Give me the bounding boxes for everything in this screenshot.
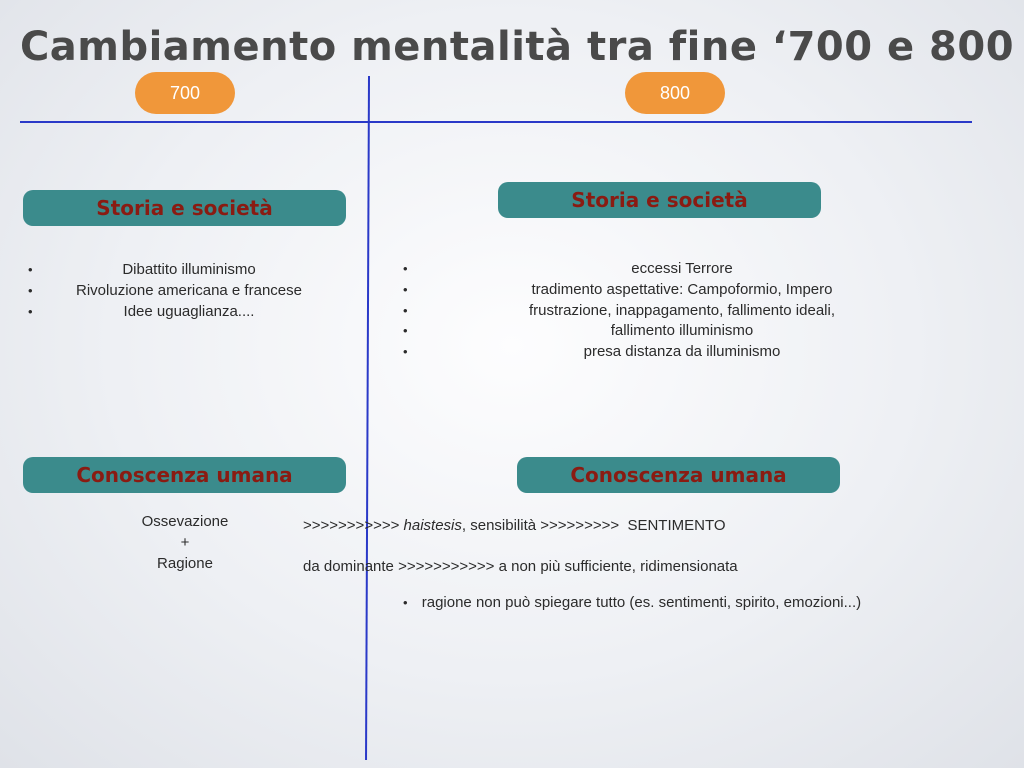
list-item: • presa distanza da illuminismo [403,342,961,363]
bullet-icon: • [403,302,408,318]
bullet-icon: • [28,262,33,277]
ragione-bullet: • ragione non può spiegare tutto (es. sentimenti, spirito, emozioni...) [403,594,862,611]
era-800-badge: 800 [625,72,725,114]
bullet-icon: • [403,323,408,339]
list-item: • Idee uguaglianza.... [28,302,350,323]
bullet-icon: • [403,261,408,276]
bullet-icon: • [403,595,408,610]
right-conoscenza-heading: Conoscenza umana [517,457,840,493]
bullet-icon: • [403,344,408,360]
bullet-icon: • [28,303,33,319]
list-item: • frustrazione, inappagamento, fallimento ideali, [403,301,961,322]
right-storia-list [403,259,961,363]
list-item: • fallimento illuminismo [403,321,961,342]
left-conoscenza-text: Ossevazione + Ragione [141,513,229,572]
horizontal-divider [20,121,972,123]
list-item: • eccessi Terrore [403,259,961,280]
list-item: • Rivoluzione americana e francese [28,281,350,302]
haistesis-line: >>>>>>>>>>> haistesis, sensibilità >>>>>>>>> SENTIMENTO [303,517,726,534]
slide-title: Cambiamento mentalità tra fine ‘700 e 800 [19,24,1015,70]
bullet-icon: • [28,282,33,298]
list-item: • Dibattito illuminismo [28,260,350,281]
right-storia-heading: Storia e società [498,182,821,218]
vertical-divider [365,76,370,760]
list-item: • tradimento aspettative: Campoformio, Impero [403,280,961,301]
left-storia-heading: Storia e società [23,190,346,226]
era-700-badge: 700 [135,72,235,114]
bullet-icon: • [403,281,408,297]
ragione-line: da dominante >>>>>>>>>>> a non più sufficiente, ridimensionata [303,558,738,575]
left-storia-list [28,260,350,322]
left-conoscenza-heading: Conoscenza umana [23,457,346,493]
